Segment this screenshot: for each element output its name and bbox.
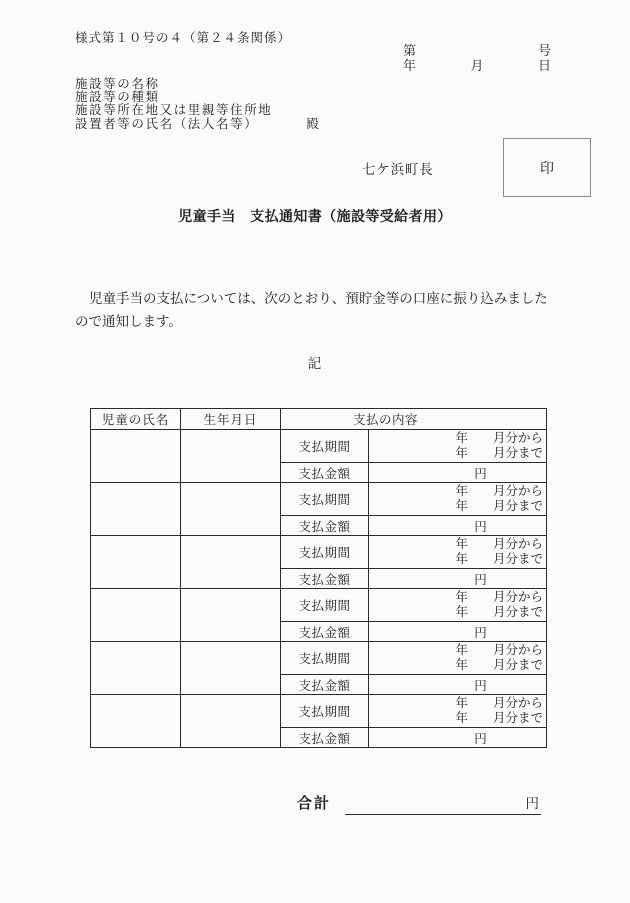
issuer-name: 七ケ浜町長	[362, 162, 434, 177]
period-value	[369, 430, 547, 463]
facility-name-label: 施設等の名称	[75, 77, 160, 91]
table-row	[91, 642, 547, 675]
amount-label: 支払金額	[281, 675, 369, 695]
period-from-line: 年 月分から	[455, 537, 544, 551]
table-row	[91, 483, 547, 516]
issue-date-year: 年	[403, 57, 417, 73]
amount-value: 円	[369, 675, 547, 695]
period-label: 支払期間	[281, 695, 369, 728]
child-name-cell	[91, 695, 181, 748]
period-to-line: 年 月分まで	[455, 446, 544, 460]
child-name-cell	[91, 430, 181, 483]
addressee-block	[75, 78, 319, 131]
period-from-line: 年 月分から	[455, 431, 544, 445]
amount-value: 円	[369, 622, 547, 642]
col-header-birthdate: 生年月日	[181, 409, 281, 430]
col-header-payment-content: 支払の内容	[281, 409, 547, 430]
amount-value: 円	[369, 728, 547, 748]
table-row	[91, 430, 547, 463]
amount-label: 支払金額	[281, 622, 369, 642]
table-header-row	[91, 409, 547, 430]
notice-paragraph	[75, 287, 561, 333]
period-to-line: 年 月分まで	[455, 711, 544, 725]
birthdate-cell	[181, 589, 281, 642]
period-label: 支払期間	[281, 589, 369, 622]
total-label: 合計	[297, 796, 332, 812]
period-value	[369, 536, 547, 569]
period-from-line: 年 月分から	[455, 696, 544, 710]
amount-label: 支払金額	[281, 516, 369, 536]
issue-number-date-block	[403, 44, 551, 73]
period-value	[369, 589, 547, 622]
issue-date-month: 月	[470, 57, 484, 73]
notice-line-1: 児童手当の支払については、次のとおり、預貯金等の口座に振り込みました	[89, 291, 548, 306]
table-row	[91, 589, 547, 622]
birthdate-cell	[181, 483, 281, 536]
form-number: 様式第１０号の４（第２４条関係）	[75, 31, 292, 45]
amount-label: 支払金額	[281, 728, 369, 748]
period-from-line: 年 月分から	[455, 643, 544, 657]
birthdate-cell	[181, 642, 281, 695]
birthdate-cell	[181, 695, 281, 748]
child-name-cell	[91, 642, 181, 695]
issue-date-day: 日	[537, 57, 551, 73]
facility-type-label: 施設等の種類	[75, 90, 160, 105]
col-header-child-name: 児童の氏名	[91, 409, 181, 430]
total-block	[297, 793, 541, 815]
period-from-line: 年 月分から	[455, 484, 544, 498]
period-label: 支払期間	[281, 536, 369, 569]
amount-value: 円	[369, 569, 547, 589]
child-name-cell	[91, 589, 181, 642]
total-amount-line	[345, 793, 541, 815]
section-marker: 記	[307, 356, 323, 371]
period-label: 支払期間	[281, 430, 369, 463]
payment-table	[90, 408, 547, 748]
total-unit: 円	[525, 796, 540, 811]
issue-number-prefix: 第	[403, 43, 417, 58]
honorific: 殿	[306, 116, 319, 131]
amount-label: 支払金額	[281, 569, 369, 589]
period-to-line: 年 月分まで	[455, 605, 544, 619]
seal-box	[503, 138, 591, 197]
owner-name-label: 設置者等の氏名（法人名等）	[75, 116, 259, 131]
period-from-line: 年 月分から	[455, 590, 544, 604]
period-value	[369, 642, 547, 675]
table-row	[91, 695, 547, 728]
facility-address-label: 施設等所在地又は里親等住所地	[75, 103, 273, 118]
issue-number-suffix: 号	[537, 43, 551, 58]
period-value	[369, 695, 547, 728]
period-to-line: 年 月分まで	[455, 499, 544, 513]
document-title: 児童手当 支払通知書（施設等受給者用）	[178, 210, 452, 225]
period-to-line: 年 月分まで	[455, 658, 544, 672]
period-to-line: 年 月分まで	[455, 552, 544, 566]
issue-number-line	[403, 44, 551, 59]
birthdate-cell	[181, 536, 281, 589]
period-label: 支払期間	[281, 483, 369, 516]
amount-value: 円	[369, 516, 547, 536]
child-name-cell	[91, 483, 181, 536]
period-value	[369, 483, 547, 516]
notice-line-2: ので通知します。	[75, 314, 182, 329]
owner-name-line	[75, 118, 319, 131]
child-name-cell	[91, 536, 181, 589]
table-row	[91, 536, 547, 569]
amount-label: 支払金額	[281, 463, 369, 483]
issue-date-line	[403, 59, 551, 74]
period-label: 支払期間	[281, 642, 369, 675]
birthdate-cell	[181, 430, 281, 483]
seal-mark: 印	[540, 161, 554, 177]
amount-value: 円	[369, 463, 547, 483]
